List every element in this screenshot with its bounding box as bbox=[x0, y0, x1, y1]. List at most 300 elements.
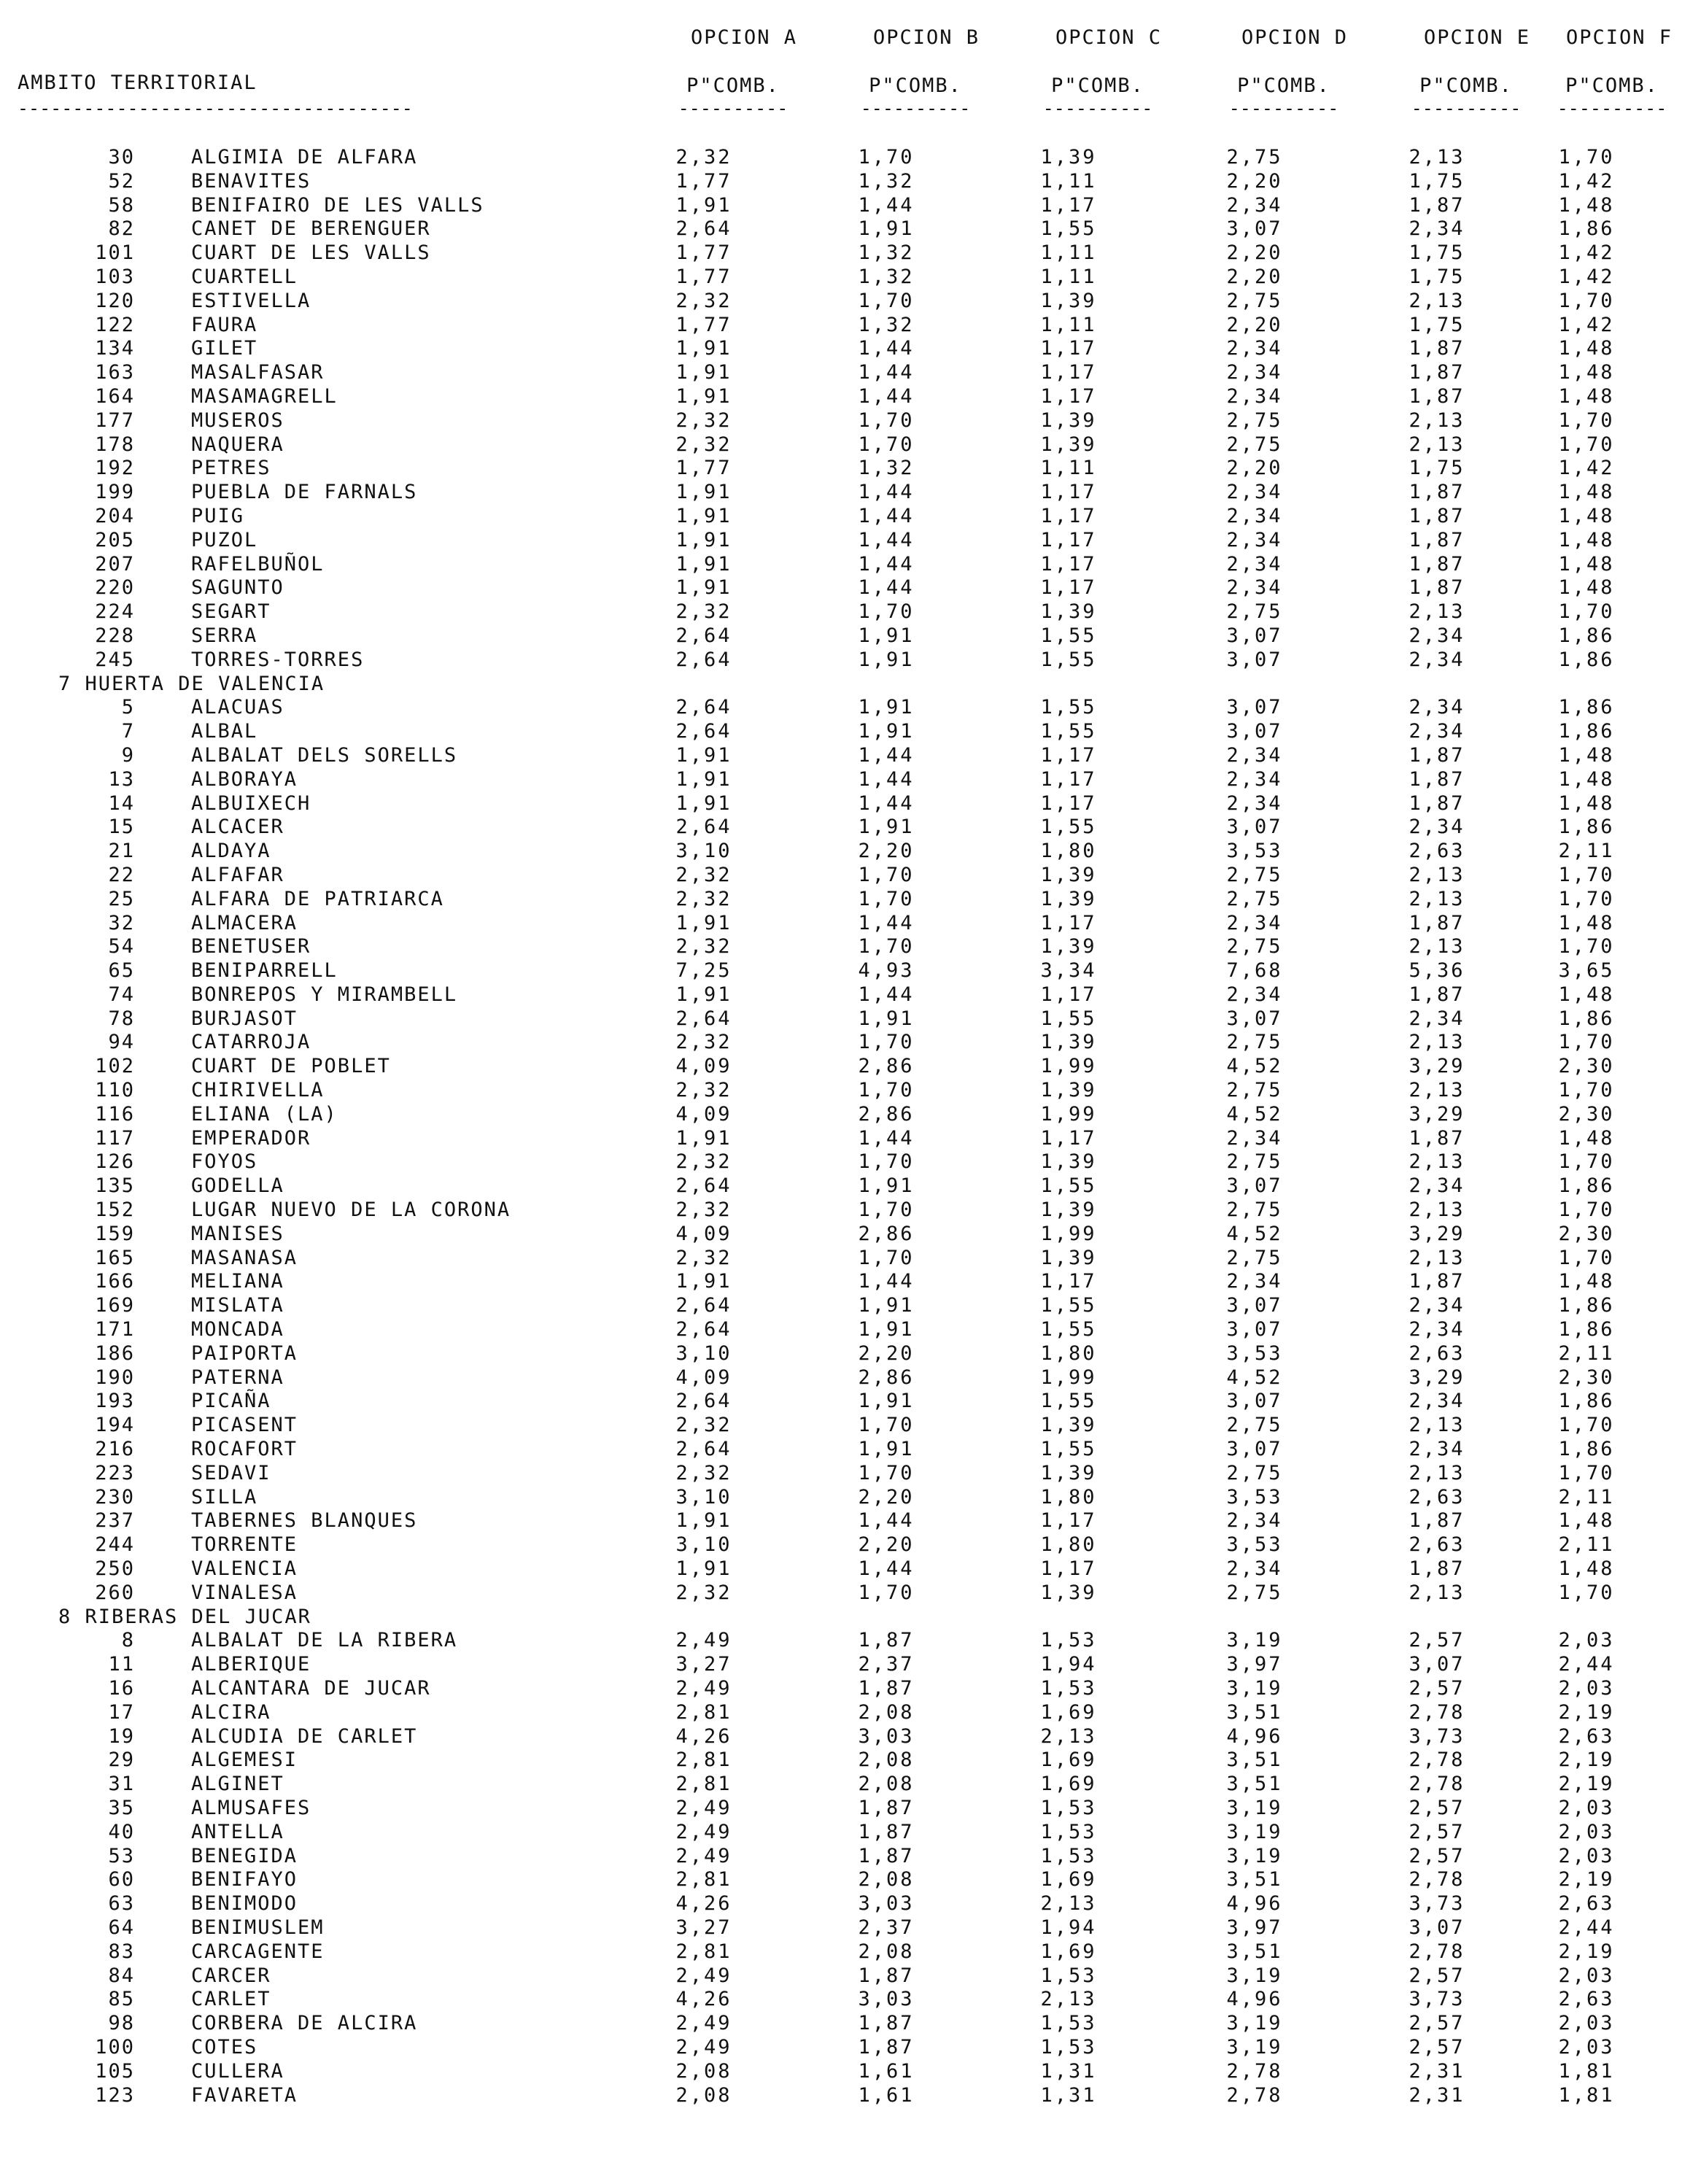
option-a-value: 2,49 bbox=[675, 1677, 732, 1700]
option-b-value: 1,87 bbox=[858, 1964, 915, 1987]
table-row bbox=[0, 959, 1701, 983]
option-b-value: 1,70 bbox=[858, 146, 915, 169]
option-c-value: 1,53 bbox=[1040, 1796, 1097, 1819]
option-a-value: 2,32 bbox=[675, 1079, 732, 1102]
municipality-code: 82 bbox=[108, 217, 135, 241]
option-e-value: 1,87 bbox=[1409, 911, 1465, 934]
option-a-value: 2,49 bbox=[675, 2035, 732, 2059]
option-e-value: 5,36 bbox=[1409, 959, 1465, 983]
option-f-value: 1,86 bbox=[1558, 217, 1615, 241]
option-e-value: 2,13 bbox=[1409, 600, 1465, 624]
option-b-value: 1,70 bbox=[858, 1199, 915, 1222]
option-a-value: 2,32 bbox=[675, 1461, 732, 1484]
option-a-value: 2,64 bbox=[675, 816, 732, 839]
option-f-value: 2,63 bbox=[1558, 1988, 1615, 2011]
option-a-value: 2,32 bbox=[675, 1581, 732, 1604]
option-d-value: 2,78 bbox=[1226, 2083, 1283, 2107]
option-d-value: 3,19 bbox=[1226, 1629, 1283, 1652]
option-b-value: 1,32 bbox=[858, 457, 915, 480]
municipality-name: CARLET bbox=[191, 1988, 271, 2011]
option-a-value: 3,10 bbox=[675, 1341, 732, 1365]
municipality-code: 178 bbox=[95, 433, 135, 456]
option-a-value: 2,32 bbox=[675, 1150, 732, 1174]
option-e-value: 1,87 bbox=[1409, 743, 1465, 767]
option-e-value: 2,57 bbox=[1409, 1629, 1465, 1652]
option-f-value: 3,65 bbox=[1558, 959, 1615, 983]
option-e-value: 2,13 bbox=[1409, 935, 1465, 959]
municipality-code: 65 bbox=[108, 959, 135, 983]
option-d-value: 2,34 bbox=[1226, 911, 1283, 934]
option-e-value: 2,13 bbox=[1409, 1581, 1465, 1604]
option-f-value: 1,48 bbox=[1558, 791, 1615, 815]
municipality-name: VINALESA bbox=[191, 1581, 298, 1604]
municipality-code: 110 bbox=[95, 1079, 135, 1102]
option-d-value: 2,34 bbox=[1226, 528, 1283, 551]
option-c-value: 1,53 bbox=[1040, 1677, 1097, 1700]
option-e-value: 2,63 bbox=[1409, 1485, 1465, 1509]
municipality-code: 199 bbox=[95, 481, 135, 504]
option-d-value: 2,75 bbox=[1226, 887, 1283, 910]
option-f-value: 1,48 bbox=[1558, 528, 1615, 551]
option-a-value: 4,26 bbox=[675, 1892, 732, 1916]
option-f-value: 1,70 bbox=[1558, 1199, 1615, 1222]
option-b-value: 1,44 bbox=[858, 361, 915, 384]
option-e-value: 3,29 bbox=[1409, 1055, 1465, 1078]
municipality-code: 159 bbox=[95, 1222, 135, 1245]
option-c-value: 1,55 bbox=[1040, 720, 1097, 743]
table-row bbox=[0, 2060, 1701, 2084]
table-row bbox=[0, 1150, 1701, 1174]
option-e-subheader: P"COMB. bbox=[1419, 74, 1513, 97]
municipality-code: 58 bbox=[108, 193, 135, 217]
option-b-value: 2,86 bbox=[858, 1222, 915, 1245]
option-c-value: 1,99 bbox=[1040, 1055, 1097, 1078]
table-row bbox=[0, 864, 1701, 888]
option-e-value: 2,57 bbox=[1409, 1796, 1465, 1819]
municipality-name: ALBERIQUE bbox=[191, 1653, 311, 1676]
option-b-value: 1,44 bbox=[858, 911, 915, 934]
table-row bbox=[0, 1653, 1701, 1677]
municipality-name: ANTELLA bbox=[191, 1820, 284, 1843]
municipality-name: CUARTELL bbox=[191, 265, 298, 288]
option-b-value: 1,32 bbox=[858, 169, 915, 193]
option-b-value: 1,61 bbox=[858, 2059, 915, 2083]
municipality-code: 60 bbox=[108, 1868, 135, 1891]
table-row bbox=[0, 1533, 1701, 1557]
option-a-value: 1,91 bbox=[675, 911, 732, 934]
option-b-value: 1,70 bbox=[858, 1150, 915, 1174]
option-e-value: 2,13 bbox=[1409, 146, 1465, 169]
option-f-value: 1,48 bbox=[1558, 983, 1615, 1006]
option-e-value: 2,34 bbox=[1409, 217, 1465, 241]
municipality-code: 105 bbox=[95, 2059, 135, 2083]
option-b-value: 1,70 bbox=[858, 1414, 915, 1437]
option-e-value: 3,73 bbox=[1409, 1988, 1465, 2011]
option-d-value: 2,20 bbox=[1226, 457, 1283, 480]
option-c-value: 1,17 bbox=[1040, 1270, 1097, 1293]
table-row bbox=[0, 266, 1701, 290]
option-a-value: 3,27 bbox=[675, 1653, 732, 1676]
option-e-value: 2,57 bbox=[1409, 1964, 1465, 1987]
option-f-value: 1,70 bbox=[1558, 1079, 1615, 1102]
option-a-value: 1,77 bbox=[675, 265, 732, 288]
option-e-value: 1,87 bbox=[1409, 504, 1465, 527]
municipality-name: ALBALAT DELS SORELLS bbox=[191, 743, 458, 767]
option-c-value: 1,11 bbox=[1040, 265, 1097, 288]
option-f-value: 2,03 bbox=[1558, 1820, 1615, 1843]
option-a-value: 1,91 bbox=[675, 1270, 732, 1293]
municipality-name: CATARROJA bbox=[191, 1031, 311, 1054]
option-f-value: 1,70 bbox=[1558, 289, 1615, 312]
option-a-value: 3,10 bbox=[675, 840, 732, 863]
municipality-name: SEGART bbox=[191, 600, 271, 624]
option-b-value: 1,87 bbox=[858, 1820, 915, 1843]
municipality-code: 15 bbox=[108, 816, 135, 839]
municipality-code: 103 bbox=[95, 265, 135, 288]
section-header-row bbox=[0, 1606, 1701, 1630]
option-f-value: 2,11 bbox=[1558, 1341, 1615, 1365]
option-e-value: 2,57 bbox=[1409, 1677, 1465, 1700]
municipality-name: ALBAL bbox=[191, 720, 258, 743]
option-c-value: 1,17 bbox=[1040, 911, 1097, 934]
table-row bbox=[0, 1270, 1701, 1294]
municipality-code: 83 bbox=[108, 1940, 135, 1963]
option-b-value: 2,86 bbox=[858, 1055, 915, 1078]
option-d-value: 4,52 bbox=[1226, 1366, 1283, 1389]
option-e-value: 1,87 bbox=[1409, 384, 1465, 408]
municipality-code: 84 bbox=[108, 1964, 135, 1987]
option-a-value: 2,49 bbox=[675, 1629, 732, 1652]
municipality-name: CULLERA bbox=[191, 2059, 284, 2083]
option-f-value: 2,44 bbox=[1558, 1653, 1615, 1676]
option-a-value: 2,49 bbox=[675, 1964, 732, 1987]
table-row bbox=[0, 624, 1701, 648]
option-e-value: 2,13 bbox=[1409, 433, 1465, 456]
option-a-value: 4,26 bbox=[675, 1724, 732, 1748]
option-a-value: 2,81 bbox=[675, 1749, 732, 1772]
table-row bbox=[0, 744, 1701, 768]
option-c-value: 1,17 bbox=[1040, 193, 1097, 217]
municipality-code: 117 bbox=[95, 1126, 135, 1150]
option-e-value: 1,87 bbox=[1409, 552, 1465, 576]
table-row bbox=[0, 648, 1701, 673]
option-e-value: 1,87 bbox=[1409, 1557, 1465, 1581]
option-b-value: 1,44 bbox=[858, 1509, 915, 1533]
option-a-value: 2,64 bbox=[675, 217, 732, 241]
option-d-value: 2,34 bbox=[1226, 337, 1283, 360]
table-row bbox=[0, 1964, 1701, 1989]
option-b-value: 1,91 bbox=[858, 1007, 915, 1030]
option-d-value: 2,34 bbox=[1226, 1126, 1283, 1150]
option-f-value: 2,63 bbox=[1558, 1892, 1615, 1916]
option-e-value: 2,34 bbox=[1409, 1318, 1465, 1341]
municipality-code: 250 bbox=[95, 1557, 135, 1581]
table-row bbox=[0, 1557, 1701, 1581]
municipality-name: GILET bbox=[191, 337, 258, 360]
municipality-code: 207 bbox=[95, 552, 135, 576]
municipality-name: ALBALAT DE LA RIBERA bbox=[191, 1629, 458, 1652]
option-c-value: 1,55 bbox=[1040, 696, 1097, 719]
option-d-value: 2,75 bbox=[1226, 433, 1283, 456]
option-f-value: 1,70 bbox=[1558, 433, 1615, 456]
option-e-value: 1,87 bbox=[1409, 576, 1465, 600]
municipality-code: 52 bbox=[108, 169, 135, 193]
option-f-value: 1,48 bbox=[1558, 1509, 1615, 1533]
table-row bbox=[0, 1127, 1701, 1151]
option-c-value: 1,39 bbox=[1040, 1150, 1097, 1174]
table-row bbox=[0, 720, 1701, 744]
municipality-code: 8 bbox=[121, 1629, 135, 1652]
table-row bbox=[0, 1366, 1701, 1390]
option-b-value: 1,91 bbox=[858, 1294, 915, 1317]
municipality-name: CORBERA DE ALCIRA bbox=[191, 2012, 418, 2035]
option-d-value: 2,78 bbox=[1226, 2059, 1283, 2083]
option-e-value: 2,13 bbox=[1409, 289, 1465, 312]
option-c-value: 1,39 bbox=[1040, 887, 1097, 910]
municipality-code: 64 bbox=[108, 1916, 135, 1939]
table-row bbox=[0, 146, 1701, 170]
option-a-underline: ---------- bbox=[678, 98, 788, 119]
option-d-value: 2,34 bbox=[1226, 193, 1283, 217]
municipality-name: FAURA bbox=[191, 313, 258, 336]
option-f-value: 2,03 bbox=[1558, 1677, 1615, 1700]
option-e-value: 1,87 bbox=[1409, 528, 1465, 551]
option-e-value: 2,31 bbox=[1409, 2059, 1465, 2083]
option-c-value: 1,17 bbox=[1040, 384, 1097, 408]
option-b-value: 1,91 bbox=[858, 720, 915, 743]
municipality-code: 260 bbox=[95, 1581, 135, 1604]
table-row bbox=[0, 409, 1701, 433]
option-b-value: 1,91 bbox=[858, 696, 915, 719]
option-f-title: OPCION F bbox=[1565, 26, 1673, 49]
option-c-value: 2,13 bbox=[1040, 1892, 1097, 1916]
option-b-value: 2,86 bbox=[858, 1366, 915, 1389]
option-d-value: 2,34 bbox=[1226, 1557, 1283, 1581]
option-e-value: 1,87 bbox=[1409, 337, 1465, 360]
option-e-value: 2,78 bbox=[1409, 1868, 1465, 1891]
option-e-value: 3,07 bbox=[1409, 1916, 1465, 1939]
option-d-value: 2,34 bbox=[1226, 1270, 1283, 1293]
table-row bbox=[0, 1342, 1701, 1366]
option-f-value: 2,03 bbox=[1558, 1964, 1615, 1987]
option-d-value: 2,34 bbox=[1226, 791, 1283, 815]
option-d-value: 3,51 bbox=[1226, 1868, 1283, 1891]
municipality-name: SILLA bbox=[191, 1485, 258, 1509]
option-a-value: 2,32 bbox=[675, 863, 732, 886]
option-c-value: 1,17 bbox=[1040, 1557, 1097, 1581]
option-b-value: 2,20 bbox=[858, 1533, 915, 1557]
option-c-subheader: P"COMB. bbox=[1051, 74, 1144, 97]
option-a-value: 1,91 bbox=[675, 1557, 732, 1581]
section-header-row bbox=[0, 673, 1701, 697]
option-e-value: 2,13 bbox=[1409, 1199, 1465, 1222]
option-f-value: 2,11 bbox=[1558, 1533, 1615, 1557]
option-b-value: 1,91 bbox=[858, 816, 915, 839]
option-f-value: 1,70 bbox=[1558, 1461, 1615, 1484]
option-c-value: 1,31 bbox=[1040, 2083, 1097, 2107]
option-f-value: 1,86 bbox=[1558, 1438, 1615, 1461]
municipality-name: BENIFAIRO DE LES VALLS bbox=[191, 193, 484, 217]
option-c-value: 1,17 bbox=[1040, 983, 1097, 1006]
municipality-name: CUART DE POBLET bbox=[191, 1055, 391, 1078]
table-row bbox=[0, 840, 1701, 864]
option-b-value: 1,87 bbox=[858, 2012, 915, 2035]
section-title: 7 HUERTA DE VALENCIA bbox=[58, 672, 325, 695]
municipality-code: 17 bbox=[108, 1700, 135, 1724]
option-d-value: 2,75 bbox=[1226, 1199, 1283, 1222]
option-a-value: 1,91 bbox=[675, 552, 732, 576]
municipality-code: 19 bbox=[108, 1724, 135, 1748]
option-e-value: 2,63 bbox=[1409, 840, 1465, 863]
option-c-value: 1,17 bbox=[1040, 767, 1097, 791]
table-row bbox=[0, 600, 1701, 624]
table-row bbox=[0, 457, 1701, 481]
option-d-value: 3,51 bbox=[1226, 1700, 1283, 1724]
option-c-value: 1,39 bbox=[1040, 289, 1097, 312]
option-b-value: 1,70 bbox=[858, 1581, 915, 1604]
table-row bbox=[0, 1892, 1701, 1916]
option-d-value: 4,96 bbox=[1226, 1724, 1283, 1748]
option-e-value: 2,34 bbox=[1409, 624, 1465, 647]
option-e-value: 2,34 bbox=[1409, 1007, 1465, 1030]
option-f-value: 1,70 bbox=[1558, 863, 1615, 886]
option-b-value: 1,44 bbox=[858, 481, 915, 504]
option-a-value: 1,91 bbox=[675, 481, 732, 504]
municipality-name: MONCADA bbox=[191, 1318, 284, 1341]
municipality-name: PUIG bbox=[191, 504, 245, 527]
municipality-code: 9 bbox=[121, 743, 135, 767]
option-a-value: 1,77 bbox=[675, 241, 732, 265]
option-e-value: 1,87 bbox=[1409, 767, 1465, 791]
option-d-value: 3,97 bbox=[1226, 1916, 1283, 1939]
option-a-value: 2,64 bbox=[675, 1007, 732, 1030]
municipality-code: 101 bbox=[95, 241, 135, 265]
option-c-value: 1,55 bbox=[1040, 1390, 1097, 1413]
option-d-value: 2,34 bbox=[1226, 983, 1283, 1006]
table-row bbox=[0, 1294, 1701, 1318]
option-d-value: 4,52 bbox=[1226, 1222, 1283, 1245]
option-c-value: 1,39 bbox=[1040, 935, 1097, 959]
option-a-value: 2,64 bbox=[675, 696, 732, 719]
option-c-value: 1,39 bbox=[1040, 1414, 1097, 1437]
option-e-value: 1,75 bbox=[1409, 457, 1465, 480]
option-f-value: 1,81 bbox=[1558, 2059, 1615, 2083]
option-c-value: 1,17 bbox=[1040, 337, 1097, 360]
municipality-code: 163 bbox=[95, 361, 135, 384]
municipality-code: 102 bbox=[95, 1055, 135, 1078]
municipality-code: 164 bbox=[95, 384, 135, 408]
municipality-name: ALMACERA bbox=[191, 911, 298, 934]
option-d-value: 3,97 bbox=[1226, 1653, 1283, 1676]
option-e-value: 2,78 bbox=[1409, 1749, 1465, 1772]
municipality-name: BENIPARRELL bbox=[191, 959, 338, 983]
option-b-value: 2,08 bbox=[858, 1868, 915, 1891]
option-d-value: 2,34 bbox=[1226, 504, 1283, 527]
option-a-value: 1,91 bbox=[675, 528, 732, 551]
option-a-value: 2,64 bbox=[675, 1438, 732, 1461]
option-d-value: 3,19 bbox=[1226, 1820, 1283, 1843]
option-f-value: 2,30 bbox=[1558, 1055, 1615, 1078]
option-b-value: 1,70 bbox=[858, 935, 915, 959]
option-e-value: 2,34 bbox=[1409, 1174, 1465, 1198]
table-row bbox=[0, 1581, 1701, 1606]
option-c-value: 1,69 bbox=[1040, 1700, 1097, 1724]
option-e-value: 3,29 bbox=[1409, 1102, 1465, 1126]
option-f-value: 1,70 bbox=[1558, 935, 1615, 959]
option-a-value: 2,32 bbox=[675, 433, 732, 456]
option-f-value: 1,42 bbox=[1558, 457, 1615, 480]
option-b-value: 1,61 bbox=[858, 2083, 915, 2107]
option-e-value: 1,87 bbox=[1409, 481, 1465, 504]
option-d-value: 4,96 bbox=[1226, 1892, 1283, 1916]
municipality-code: 192 bbox=[95, 457, 135, 480]
table-row bbox=[0, 1940, 1701, 1964]
municipality-name: ALMUSAFES bbox=[191, 1796, 311, 1819]
option-b-value: 1,87 bbox=[858, 2035, 915, 2059]
municipality-code: 94 bbox=[108, 1031, 135, 1054]
option-b-value: 1,70 bbox=[858, 600, 915, 624]
option-a-value: 1,91 bbox=[675, 576, 732, 600]
option-b-value: 1,70 bbox=[858, 1246, 915, 1269]
option-b-value: 2,08 bbox=[858, 1940, 915, 1963]
municipality-code: 85 bbox=[108, 1988, 135, 2011]
option-b-value: 1,70 bbox=[858, 863, 915, 886]
option-c-value: 1,39 bbox=[1040, 146, 1097, 169]
option-d-value: 3,07 bbox=[1226, 648, 1283, 671]
option-d-title: OPCION D bbox=[1241, 26, 1349, 49]
option-d-value: 2,20 bbox=[1226, 313, 1283, 336]
option-b-value: 1,70 bbox=[858, 1461, 915, 1484]
option-c-value: 1,55 bbox=[1040, 1007, 1097, 1030]
option-e-value: 1,87 bbox=[1409, 1509, 1465, 1533]
option-a-value: 3,27 bbox=[675, 1916, 732, 1939]
option-e-value: 2,78 bbox=[1409, 1700, 1465, 1724]
option-a-value: 2,64 bbox=[675, 720, 732, 743]
table-row bbox=[0, 2036, 1701, 2060]
option-b-value: 1,44 bbox=[858, 1270, 915, 1293]
option-e-value: 1,87 bbox=[1409, 1270, 1465, 1293]
option-e-value: 2,34 bbox=[1409, 816, 1465, 839]
option-a-value: 4,09 bbox=[675, 1102, 732, 1126]
municipality-name: ESTIVELLA bbox=[191, 289, 311, 312]
option-b-value: 1,44 bbox=[858, 337, 915, 360]
table-row bbox=[0, 1988, 1701, 2012]
option-d-value: 3,53 bbox=[1226, 1341, 1283, 1365]
option-a-value: 2,08 bbox=[675, 2083, 732, 2107]
table-row bbox=[0, 553, 1701, 577]
option-b-value: 1,87 bbox=[858, 1844, 915, 1867]
option-d-value: 4,52 bbox=[1226, 1102, 1283, 1126]
option-d-value: 3,51 bbox=[1226, 1940, 1283, 1963]
municipality-name: GODELLA bbox=[191, 1174, 284, 1198]
municipality-name: CARCAGENTE bbox=[191, 1940, 325, 1963]
option-f-value: 1,86 bbox=[1558, 1174, 1615, 1198]
option-e-value: 2,13 bbox=[1409, 408, 1465, 432]
option-b-value: 1,91 bbox=[858, 1318, 915, 1341]
municipality-name: ALCIRA bbox=[191, 1700, 271, 1724]
option-d-underline: ---------- bbox=[1228, 98, 1339, 119]
option-b-value: 2,08 bbox=[858, 1773, 915, 1796]
option-f-value: 2,11 bbox=[1558, 840, 1615, 863]
option-b-value: 1,44 bbox=[858, 384, 915, 408]
option-d-value: 3,07 bbox=[1226, 1294, 1283, 1317]
option-b-underline: ---------- bbox=[860, 98, 971, 119]
option-c-value: 1,31 bbox=[1040, 2059, 1097, 2083]
option-f-value: 1,70 bbox=[1558, 600, 1615, 624]
table-row bbox=[0, 1079, 1701, 1103]
option-a-value: 4,09 bbox=[675, 1366, 732, 1389]
municipality-name: FAVARETA bbox=[191, 2083, 298, 2107]
